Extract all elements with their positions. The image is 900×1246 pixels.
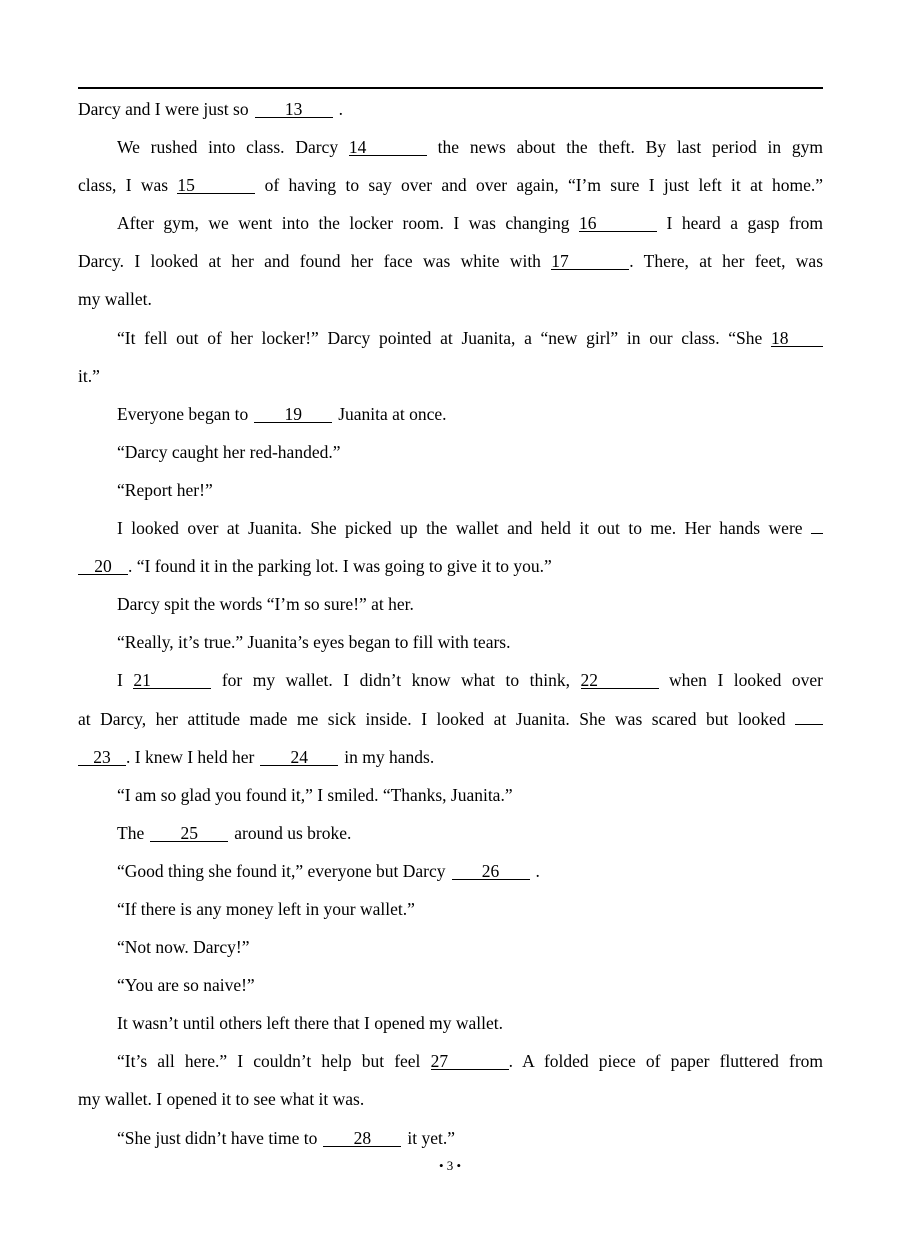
passage-line: Everyone began to 19 Juanita at once. bbox=[117, 403, 447, 424]
blank-14[interactable]: 14 bbox=[349, 139, 427, 156]
blank-23[interactable]: 23 bbox=[78, 749, 126, 766]
passage bbox=[78, 90, 823, 1157]
passage-line: “She just didn’t have time to 28 it yet.” bbox=[117, 1127, 456, 1148]
passage-line: it.” bbox=[78, 365, 100, 386]
passage-line: “Report her!” bbox=[117, 479, 213, 500]
blank-20[interactable]: 20 bbox=[78, 558, 128, 575]
page-number: • 3 • bbox=[438, 1158, 462, 1173]
passage-line: 20 . “I found it in the parking lot. I was going to give it to you.” bbox=[78, 547, 823, 585]
passage-line: Darcy spit the words “I’m so sure!” at her. bbox=[117, 594, 414, 615]
blank-22[interactable]: 22 bbox=[581, 672, 659, 689]
passage-line: at Darcy, her attitude made me sick inside. I looked at Juanita. She was scared but looked bbox=[78, 700, 823, 738]
passage-line: “It’s all here.” I couldn’t help but feel 27 . A folded piece of paper fluttered from bbox=[117, 1051, 824, 1072]
passage-line: The 25 around us broke. bbox=[117, 822, 352, 843]
blank-26[interactable]: 26 bbox=[452, 863, 530, 880]
passage-line: Darcy. I looked at her and found her face was white with 17 . There, at her feet, was bbox=[78, 251, 824, 272]
passage-line: We rushed into class. Darcy 14 the news about the theft. By last period in gym bbox=[117, 137, 824, 158]
passage-line: “Not now. Darcy!” bbox=[117, 937, 250, 958]
passage-line: I 21 for my wallet. I didn’t know what to think, 22 when I looked over bbox=[117, 670, 824, 691]
passage-line: Darcy and I were just so 13 . bbox=[78, 99, 343, 119]
blank-15[interactable]: 15 bbox=[177, 177, 255, 194]
blank-21[interactable]: 21 bbox=[133, 672, 211, 689]
blank-24[interactable]: 24 bbox=[260, 749, 338, 766]
passage-line: “Darcy caught her red-handed.” bbox=[117, 441, 341, 462]
blank-16[interactable]: 16 bbox=[579, 215, 657, 232]
passage-line: “It fell out of her locker!” Darcy pointed at Juanita, a “new girl” in our class. “She 18 bbox=[78, 319, 823, 357]
passage-line: 23 . I knew I held her 24 in my hands. bbox=[78, 738, 823, 776]
top-rule bbox=[78, 87, 823, 89]
blank-27[interactable]: 27 bbox=[431, 1053, 509, 1070]
passage-line: my wallet. I opened it to see what it was. bbox=[78, 1089, 365, 1110]
blank-19[interactable]: 19 bbox=[254, 406, 332, 423]
blank-17[interactable]: 17 bbox=[551, 253, 629, 270]
passage-line: my wallet. bbox=[78, 289, 152, 310]
passage-line: I looked over at Juanita. She picked up the wallet and held it out to me. Her hands were bbox=[78, 509, 823, 547]
passage-line: class, I was 15 of having to say over and over again, “I’m sure I just left it at home.” bbox=[78, 175, 824, 196]
blank-23-start bbox=[795, 724, 823, 725]
blank-18[interactable]: 18 bbox=[771, 330, 823, 347]
passage-line: “If there is any money left in your wallet.” bbox=[117, 898, 415, 919]
blank-20-start bbox=[811, 533, 823, 534]
blank-13[interactable]: 13 bbox=[255, 101, 333, 118]
blank-25[interactable]: 25 bbox=[150, 825, 228, 842]
passage-line: “I am so glad you found it,” I smiled. “Thanks, Juanita.” bbox=[117, 784, 513, 805]
passage-line: It wasn’t until others left there that I opened my wallet. bbox=[117, 1013, 504, 1034]
passage-line: After gym, we went into the locker room. I was changing 16 I heard a gasp from bbox=[117, 213, 824, 234]
blank-28[interactable]: 28 bbox=[323, 1130, 401, 1147]
passage-line: “Really, it’s true.” Juanita’s eyes began to fill with tears. bbox=[117, 632, 511, 653]
passage-line: “Good thing she found it,” everyone but Darcy 26 . bbox=[117, 860, 540, 881]
passage-line: “You are so naive!” bbox=[117, 975, 255, 996]
